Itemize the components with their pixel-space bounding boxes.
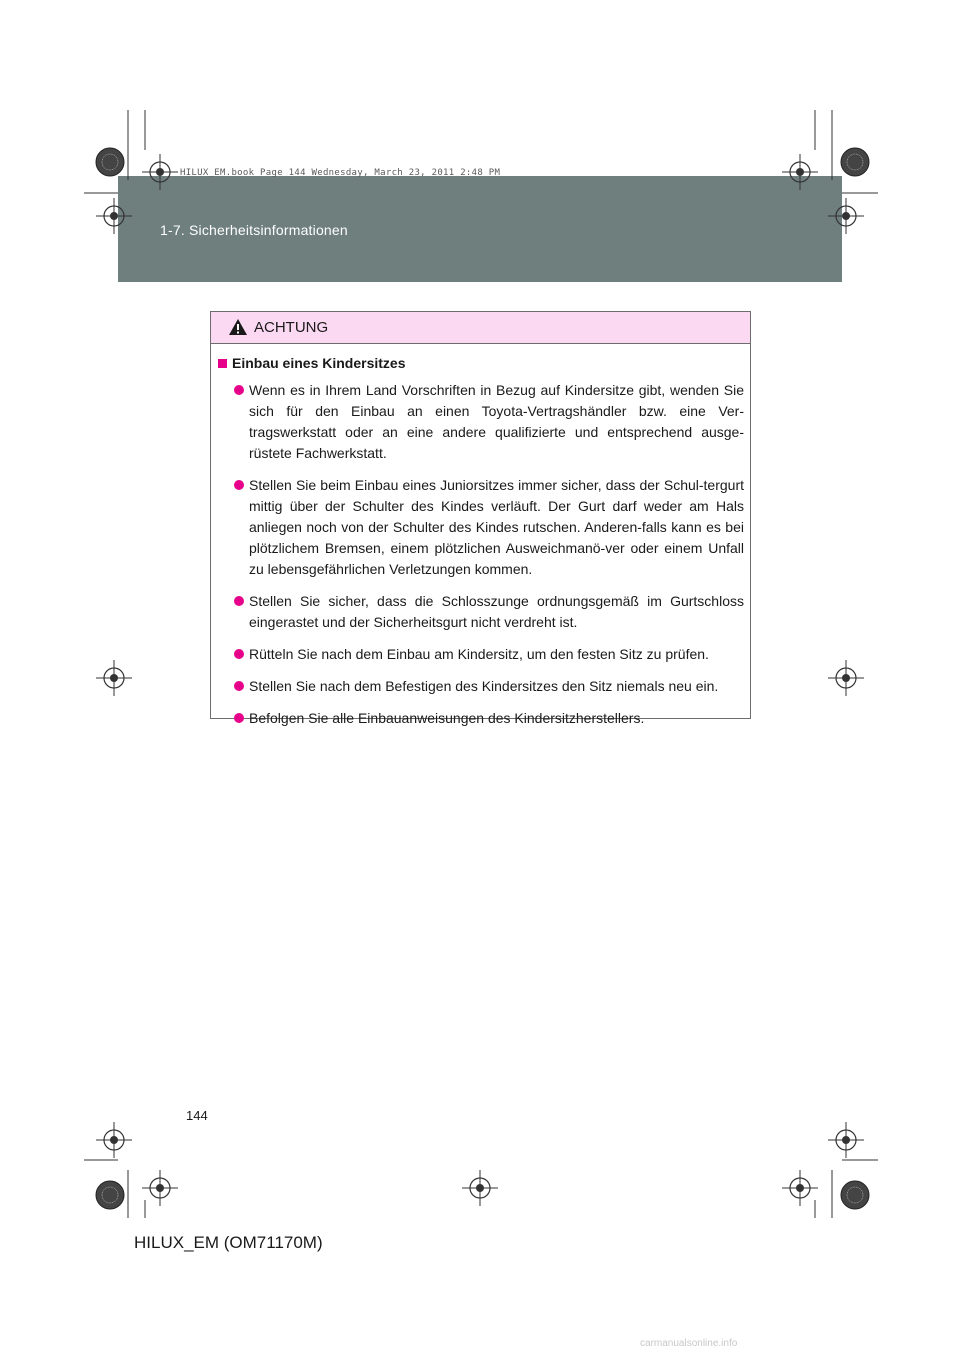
circle-bullet-icon <box>234 713 244 723</box>
warning-triangle-icon <box>228 318 248 336</box>
warning-topic-label: Einbau eines Kindersitzes <box>232 355 406 371</box>
warning-item <box>218 380 744 464</box>
circle-bullet-icon <box>234 596 244 606</box>
square-bullet-icon <box>218 359 227 368</box>
warning-item <box>218 644 744 665</box>
warning-item-text: Rütteln Sie nach dem Einbau am Kindersitz, um den festen Sitz zu prüfen. <box>249 646 709 662</box>
circle-bullet-icon <box>234 385 244 395</box>
warning-item <box>218 676 744 697</box>
warning-item-text: Befolgen Sie alle Einbauanweisungen des Kindersitzherstellers. <box>249 710 645 726</box>
circle-bullet-icon <box>234 480 244 490</box>
warning-item <box>218 475 744 580</box>
warning-item-text: Stellen Sie nach dem Befestigen des Kindersitzes den Sitz niemals neu ein. <box>249 678 719 694</box>
print-stamp: HILUX_EM.book Page 144 Wednesday, March 23, 2011 2:48 PM <box>180 168 501 178</box>
warning-item-text: Stellen Sie beim Einbau eines Juniorsitzes immer sicher, dass der Schul-tergurt mittig über der Schulter des Kindes verläuft. Der Gurt darf weder am Hals anliegen noch von der Schulter des Kindes rutschen. Anderen-falls kann es bei plötzlichem Bremsen, einem plötzlichen Ausweichmanö-ver oder einem Unfall zu lebensgefährlichen Verletzungen kommen. <box>249 477 744 577</box>
warning-item-text: Wenn es in Ihrem Land Vorschriften in Bezug auf Kindersitze gibt, wenden Sie sich für den Einbau an einen Toyota-Vertragshändler bzw. eine Ver-tragswerkstatt oder an eine andere qualifizierte und entsprechend ausge-rüstete Fachwerkstatt. <box>249 382 744 461</box>
warning-item <box>218 708 744 729</box>
circle-bullet-icon <box>234 649 244 659</box>
section-title: 1-7. Sicherheitsinformationen <box>160 222 348 238</box>
warning-topic <box>218 355 744 371</box>
circle-bullet-icon <box>234 681 244 691</box>
warning-item-text: Stellen Sie sicher, dass die Schlosszunge ordnungsgemäß im Gurtschloss eingerastet und der Sicherheitsgurt nicht verdreht ist. <box>249 593 744 630</box>
warning-item <box>218 591 744 633</box>
warning-body <box>211 344 750 729</box>
warning-title: ACHTUNG <box>254 319 329 336</box>
warning-box <box>210 311 751 726</box>
page-number: 144 <box>186 1108 208 1123</box>
watermark: carmanualsonline.info <box>640 1338 738 1349</box>
footer-code: HILUX_EM (OM71170M) <box>134 1233 323 1252</box>
warning-header <box>211 312 750 344</box>
